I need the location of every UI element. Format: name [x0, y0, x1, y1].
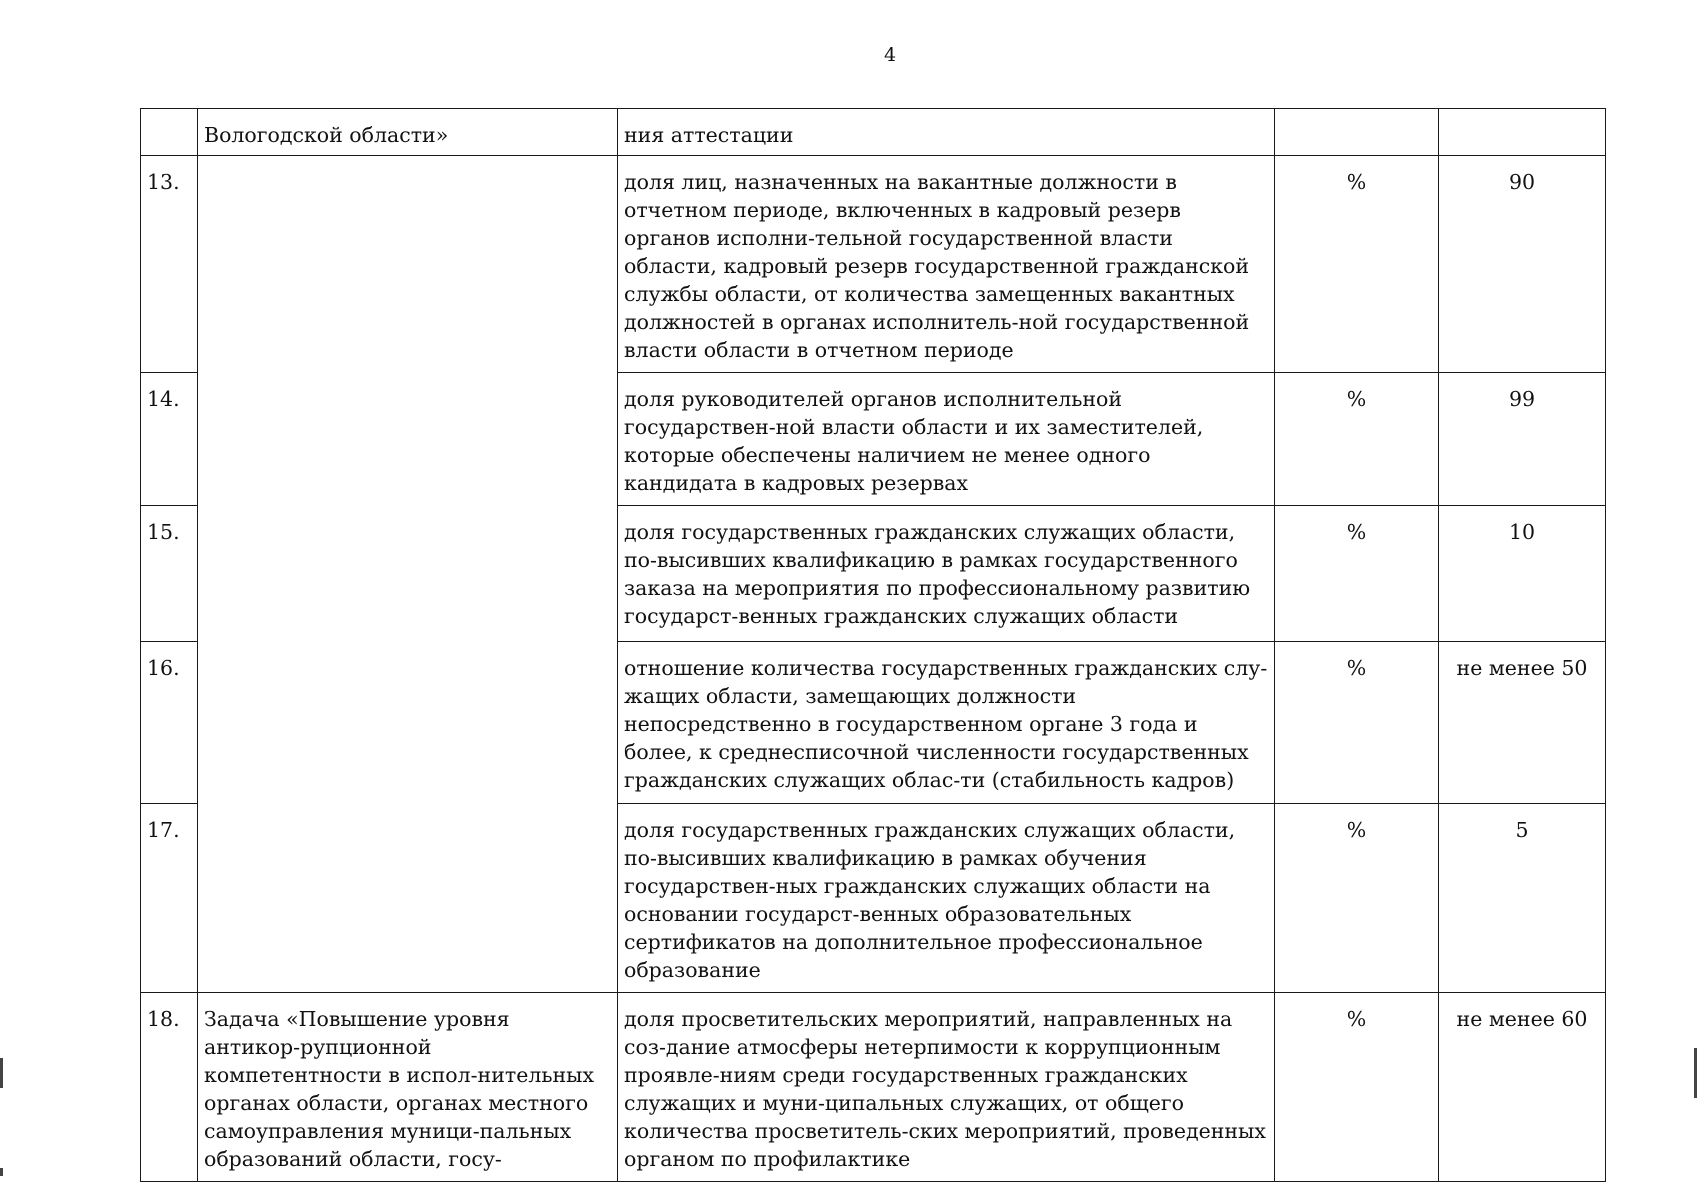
- row-number: 17.: [141, 804, 198, 993]
- page-number: 4: [883, 44, 897, 66]
- task-cell-merged: [198, 156, 618, 993]
- indicator-cell: доля просветительских мероприятий, направленных на соз-дание атмосферы нетерпимости к коррупционным проявле-ниям среди государственных гражданских служащих и муни-ципальных служащих, от общего количества просветитель-ских мероприятий, проведенных органом по профилактике: [618, 993, 1275, 1182]
- indicator-cell: отношение количества государственных гражданских слу-жащих области, замещающих должности непосредственно в государственном органе 3 года и более, к среднесписочной численности государственных гражданских служащих облас-ти (стабильность кадров): [618, 642, 1275, 804]
- num-cell: [141, 109, 198, 156]
- unit-cell: %: [1275, 506, 1439, 642]
- value-cell: не менее 50: [1439, 642, 1606, 804]
- unit-cell: [1275, 109, 1439, 156]
- task-cell: Вологодской области»: [198, 109, 618, 156]
- indicator-cell: доля лиц, назначенных на вакантные должности в отчетном периоде, включенных в кадровый резерв органов исполни-тельной государственной власти области, кадровый резерв государственной гражданской службы области, от количества замещенных вакантных должностей в органах исполнитель-ной государственной власти области в отчетном периоде: [618, 156, 1275, 373]
- value-cell: 99: [1439, 373, 1606, 506]
- task-cell: Задача «Повышение уровня антикор-рупционной компетентности в испол-нительных органах области, органах местного самоуправления муници-пальных образований области, госу-: [198, 993, 618, 1182]
- value-cell: 90: [1439, 156, 1606, 373]
- value-cell: 5: [1439, 804, 1606, 993]
- indicator-cell: доля государственных гражданских служащих области, по-высивших квалификацию в рамках государственного заказа на мероприятия по профессиональному развитию государст-венных гражданских служащих области: [618, 506, 1275, 642]
- table-row: [141, 156, 1606, 373]
- unit-cell: %: [1275, 642, 1439, 804]
- indicator-cell: ния аттестации: [618, 109, 1275, 156]
- row-number: 13.: [141, 156, 198, 373]
- row-number: 16.: [141, 642, 198, 804]
- row-number: 18.: [141, 993, 198, 1182]
- indicators-table: [140, 108, 1606, 1182]
- table-row: [141, 993, 1606, 1182]
- table-row: [141, 109, 1606, 156]
- unit-cell: %: [1275, 156, 1439, 373]
- unit-cell: %: [1275, 373, 1439, 506]
- unit-cell: %: [1275, 993, 1439, 1182]
- value-cell: [1439, 109, 1606, 156]
- unit-cell: %: [1275, 804, 1439, 993]
- scan-margin-mark-left: [0, 1058, 3, 1088]
- value-cell: 10: [1439, 506, 1606, 642]
- row-number: 14.: [141, 373, 198, 506]
- indicator-cell: доля государственных гражданских служащих области, по-высивших квалификацию в рамках обучения государствен-ных гражданских служащих области на основании государст-венных образовательных сертификатов на дополнительное профессиональное образование: [618, 804, 1275, 993]
- value-cell: не менее 60: [1439, 993, 1606, 1182]
- indicator-cell: доля руководителей органов исполнительной государствен-ной власти области и их заместителей, которые обеспечены наличием не менее одного кандидата в кадровых резервах: [618, 373, 1275, 506]
- row-number: 15.: [141, 506, 198, 642]
- scan-margin-mark-left-2: [0, 1168, 3, 1176]
